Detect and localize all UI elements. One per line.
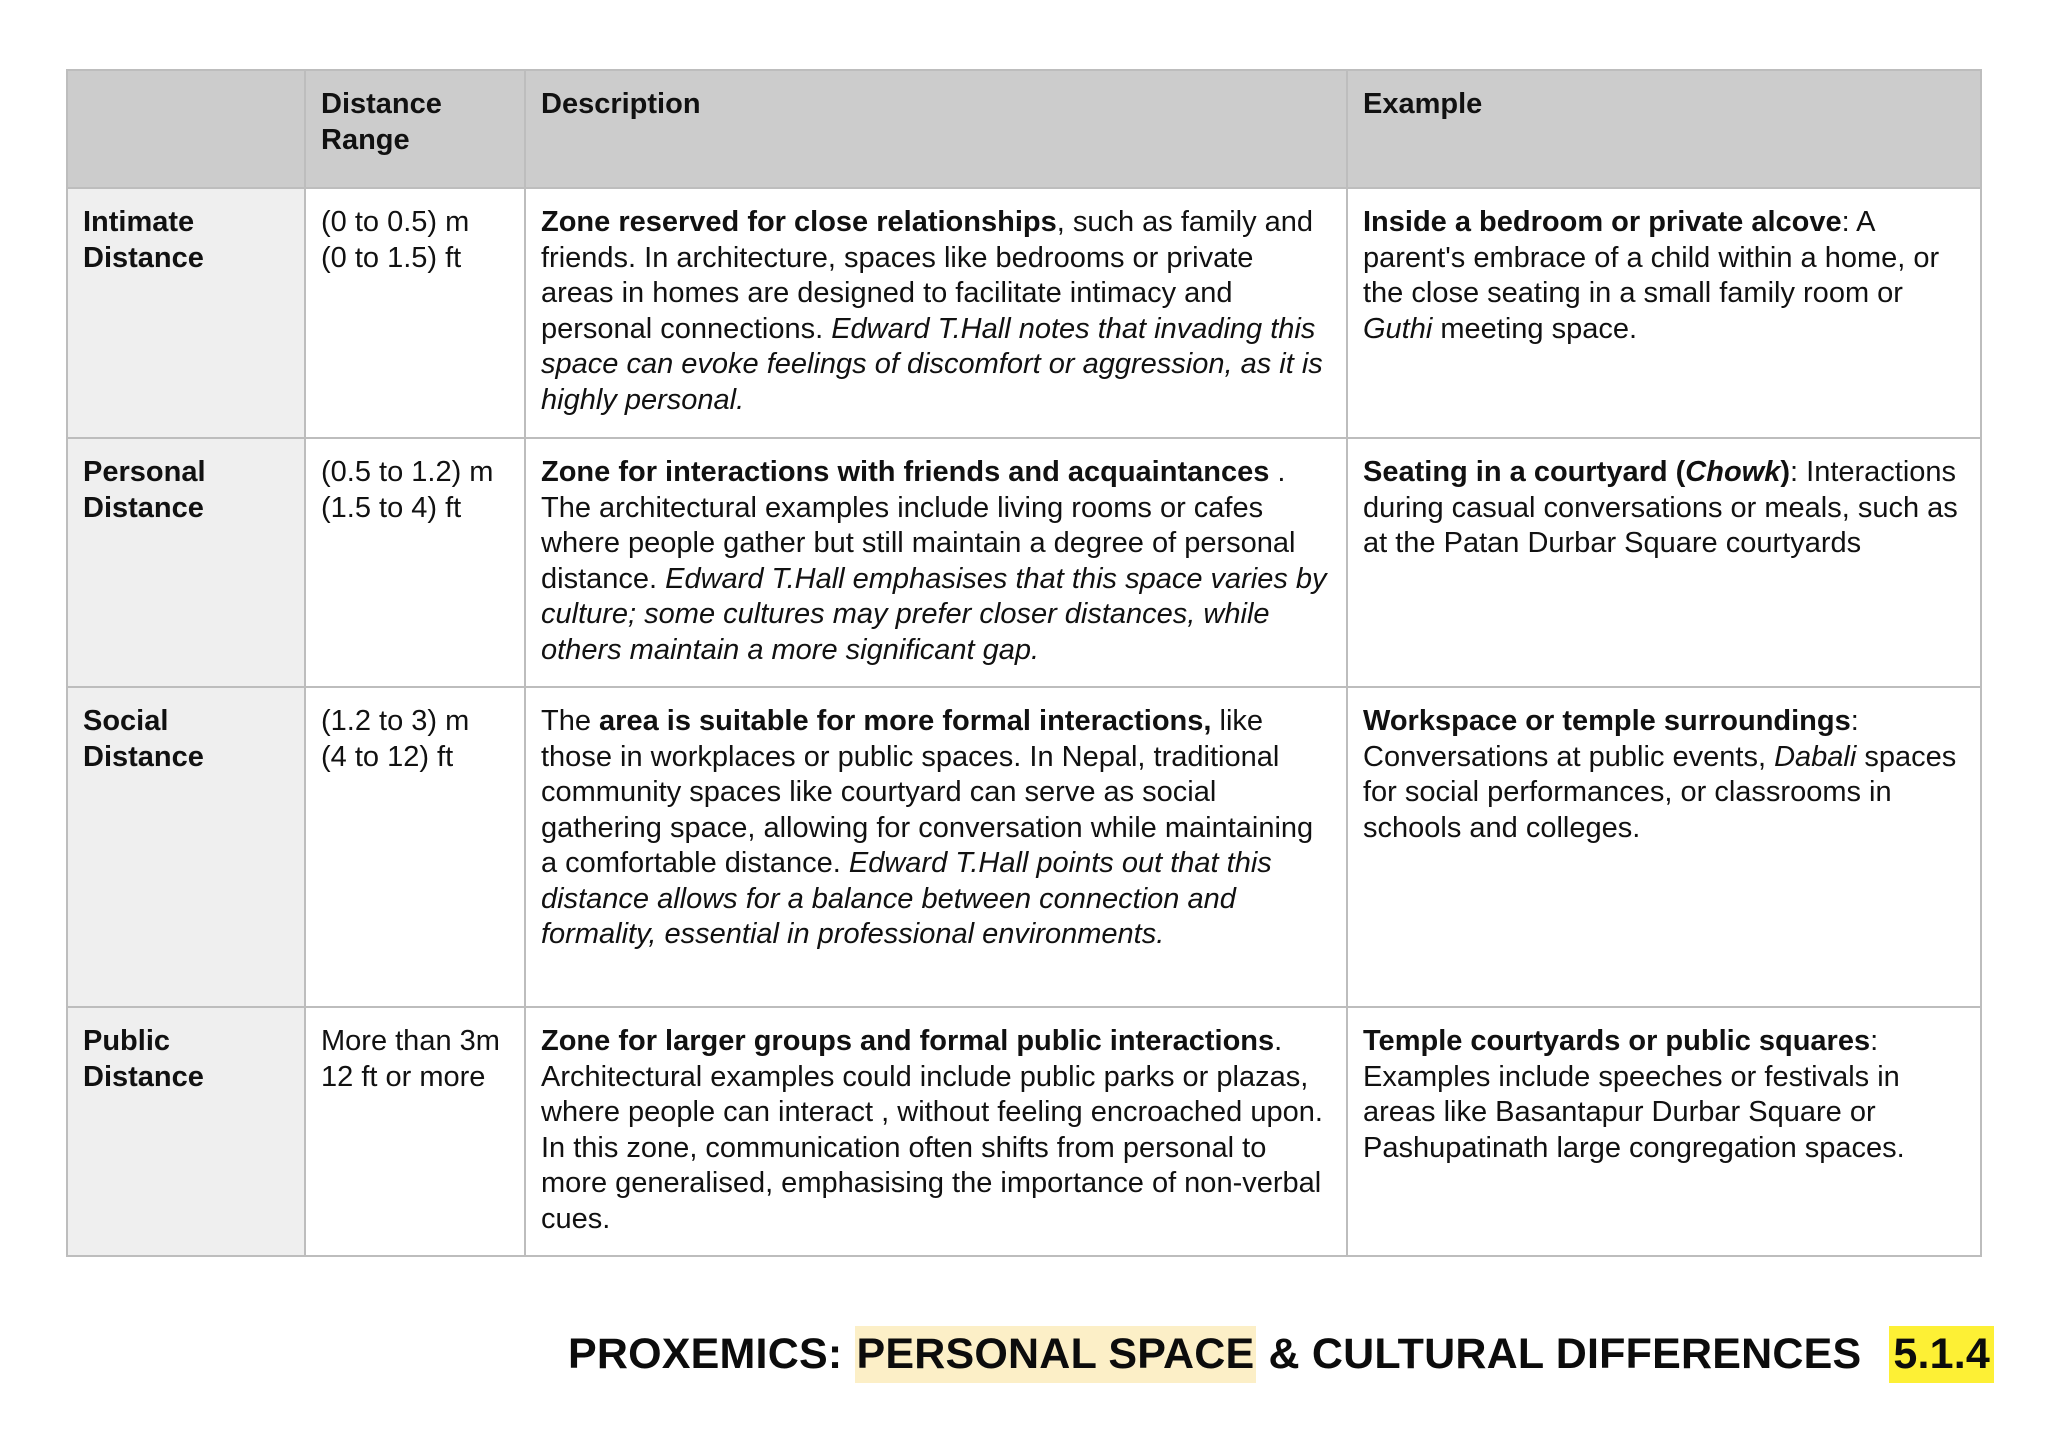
example-personal xyxy=(1347,438,1981,687)
example-bold: Inside a bedroom or private alcove xyxy=(1363,206,1842,238)
range-metric: (0.5 to 1.2) m xyxy=(321,456,494,488)
zone-label-line-1: Personal xyxy=(83,456,206,488)
table-row-intimate xyxy=(67,188,1981,438)
description-lead: The xyxy=(541,705,600,737)
zone-label-social xyxy=(67,687,305,1007)
header-distance-line-1: Distance xyxy=(321,88,442,120)
range-metric: More than 3m xyxy=(321,1025,500,1057)
example-tail: meeting space. xyxy=(1432,312,1638,345)
example-public xyxy=(1347,1007,1981,1256)
zone-label-line-2: Distance xyxy=(83,241,204,274)
zone-label-line-2: Distance xyxy=(83,491,204,524)
zone-label-line-2: Distance xyxy=(83,1060,204,1093)
description-bold: area is suitable for more formal interactions, xyxy=(599,705,1212,737)
description-text: like those in workplaces or public spaces. In Nepal, traditional community spaces like courtyard can serve as social gathering space, allowing for conversation while maintaining a comfortable distance. xyxy=(541,705,1314,879)
proxemics-table-sheet xyxy=(66,69,1980,1257)
description-intimate xyxy=(525,188,1347,438)
description-italic: Edward T.Hall notes that invading this space can evoke feelings of discomfort or aggression, as it is highly personal. xyxy=(541,312,1323,416)
range-imperial: (4 to 12) ft xyxy=(321,740,454,773)
zone-label-line-1: Social xyxy=(83,705,169,737)
page-title-part-2: & CULTURAL DIFFERENCES xyxy=(1256,1329,1862,1378)
zone-label-line-1: Intimate xyxy=(83,206,195,238)
range-imperial: (1.5 to 4) ft xyxy=(321,491,462,524)
table-row-social xyxy=(67,687,1981,1007)
zone-label-public xyxy=(67,1007,305,1256)
range-metric: (0 to 0.5) m xyxy=(321,206,470,238)
description-italic: Edward T.Hall emphasises that this space varies by culture; some cultures may prefer closer distances, while others maintain a more significant gap. xyxy=(541,562,1327,666)
example-text: : Interactions during casual conversations or meals, such as at the Patan Durbar Square courtyards xyxy=(1363,456,1958,559)
range-social xyxy=(305,687,525,1007)
example-intimate xyxy=(1347,188,1981,438)
zone-label-personal xyxy=(67,438,305,687)
header-distance-range xyxy=(305,70,525,188)
example-bold: Seating in a courtyard ( xyxy=(1363,456,1686,488)
example-text: : Examples include speeches or festivals in areas like Basantapur Durbar Square or Pashupatinath large congregation spaces. xyxy=(1363,1025,1905,1164)
description-personal xyxy=(525,438,1347,687)
range-public xyxy=(305,1007,525,1256)
description-social xyxy=(525,687,1347,1007)
page-title-highlight: PERSONAL SPACE xyxy=(855,1326,1257,1383)
proxemics-table xyxy=(66,69,1982,1257)
example-bold-italic: Chowk xyxy=(1685,456,1781,488)
example-italic: Guthi xyxy=(1363,312,1433,345)
zone-label-line-1: Public xyxy=(83,1025,171,1057)
table-header-row xyxy=(67,70,1981,188)
page-title xyxy=(568,1322,1994,1386)
example-italic: Dabali xyxy=(1774,740,1857,773)
description-bold: Zone for larger groups and formal public interactions xyxy=(541,1025,1275,1057)
zone-label-intimate xyxy=(67,188,305,438)
range-metric: (1.2 to 3) m xyxy=(321,705,470,737)
description-bold: Zone reserved for close relationships xyxy=(541,206,1057,238)
example-social xyxy=(1347,687,1981,1007)
zone-label-line-2: Distance xyxy=(83,740,204,773)
example-text: : Conversations at public events, xyxy=(1363,705,1859,773)
description-text: . The architectural examples include living rooms or cafes where people gather but still maintain a degree of personal distance. xyxy=(541,456,1296,595)
header-example: Example xyxy=(1347,70,1981,188)
table-row-public xyxy=(67,1007,1981,1256)
example-bold: Temple courtyards or public squares xyxy=(1363,1025,1871,1057)
description-text: , such as family and friends. In architecture, spaces like bedrooms or private areas in homes are designed to facilitate intimacy and personal connections. xyxy=(541,206,1314,345)
range-personal xyxy=(305,438,525,687)
example-text: : A parent's embrace of a child within a home, or the close seating in a small family room or xyxy=(1363,206,1940,309)
section-code-badge: 5.1.4 xyxy=(1889,1326,1994,1383)
description-text: . Architectural examples could include public parks or plazas, where people can interact , without feeling encroached upon. In this zone, communication often shifts from personal to more generalised, emphasising the importance of non-verbal cues. xyxy=(541,1025,1323,1235)
example-bold-tail: ) xyxy=(1780,456,1791,488)
range-imperial: (0 to 1.5) ft xyxy=(321,241,462,274)
example-tail: spaces for social performances, or classrooms in schools and colleges. xyxy=(1363,740,1957,844)
description-italic: Edward T.Hall points out that this distance allows for a balance between connection and formality, essential in professional environments. xyxy=(541,847,1272,950)
header-description: Description xyxy=(525,70,1347,188)
header-distance-line-2: Range xyxy=(321,123,410,156)
description-public xyxy=(525,1007,1347,1256)
description-bold: Zone for interactions with friends and acquaintances xyxy=(541,456,1270,488)
example-bold: Workspace or temple surroundings xyxy=(1363,705,1851,737)
range-imperial: 12 ft or more xyxy=(321,1060,486,1093)
header-zone xyxy=(67,70,305,188)
page-title-part-1: PROXEMICS: xyxy=(568,1329,855,1378)
table-row-personal xyxy=(67,438,1981,687)
range-intimate xyxy=(305,188,525,438)
